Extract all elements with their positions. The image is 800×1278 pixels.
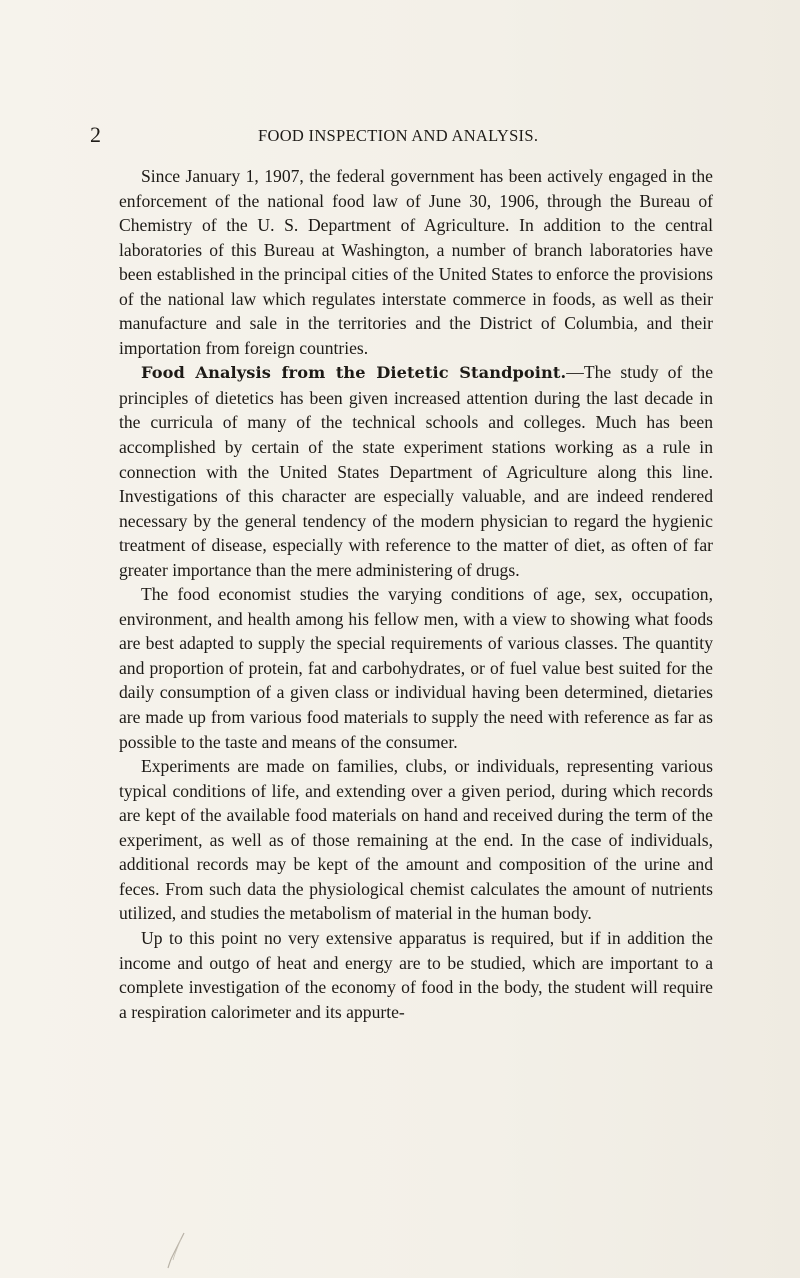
section-run-in-heading: Food Analysis from the Dietetic Standpoint. bbox=[141, 363, 567, 383]
pencil-mark bbox=[166, 1231, 188, 1269]
paragraph-text: Since January 1, 1907, the federal government has been actively engaged in the enforcement of the national food law of June 30, 1906, through the Bureau of Chemistry of the U. S. Department of Agriculture. In addition to the central laboratories of this Bureau at Washington, a number of branch laboratories have been established in the principal cities of the United States to enforce the provisions of the national law which regulates interstate commerce in foods, as well as their manufacture and sale in the territories and the District of Columbia, and their importation from foreign countries. bbox=[119, 166, 713, 358]
paragraph-federal-enforcement bbox=[119, 164, 713, 360]
paragraph-dietetic-standpoint bbox=[119, 360, 713, 582]
body-text bbox=[119, 164, 713, 1024]
running-title: FOOD INSPECTION AND ANALYSIS. bbox=[258, 126, 539, 145]
paragraph-apparatus bbox=[119, 926, 713, 1024]
page-number: 2 bbox=[90, 122, 101, 147]
paragraph-food-economist bbox=[119, 582, 713, 754]
paragraph-experiments bbox=[119, 754, 713, 926]
running-head bbox=[90, 123, 715, 147]
paragraph-text: —The study of the principles of dietetics has been given increased attention during the last decade in the curricula of many of the technical schools and colleges. Much has been accomplished by certain of the state experiment stations working as a rule in connection with the United States Department of Agriculture along this line. Investigations of this character are especially valuable, and are indeed rendered necessary by the general tendency of the modern physician to regard the hygienic treatment of disease, especially with reference to the matter of diet, as often of far greater importance than the mere administering of drugs. bbox=[119, 362, 714, 580]
paragraph-text: Experiments are made on families, clubs, or individuals, representing various typical conditions of life, and extending over a given period, during which records are kept of the available food materials on hand and received during the term of the experiment, as well as of those remaining at the end. In the case of individuals, additional records may be kept of the amount and composition of the urine and feces. From such data the physiological chemist calculates the amount of nutrients utilized, and studies the metabolism of material in the human body. bbox=[119, 756, 713, 924]
paragraph-text: The food economist studies the varying conditions of age, sex, occupation, environment, and health among his fellow men, with a view to showing what foods are best adapted to supply the special requirements of various classes. The quantity and proportion of protein, fat and carbohydrates, or of fuel value best suited for the daily consumption of a given class or individual having been determined, dietaries are made up from various food materials to supply the need with reference as far as possible to the taste and means of the consumer. bbox=[119, 584, 713, 752]
paragraph-text: Up to this point no very extensive apparatus is required, but if in addition the income and outgo of heat and energy are to be studied, which are important to a complete investigation of the economy of food in the body, the student will require a respiration calorimeter and its appurte- bbox=[119, 927, 713, 1022]
